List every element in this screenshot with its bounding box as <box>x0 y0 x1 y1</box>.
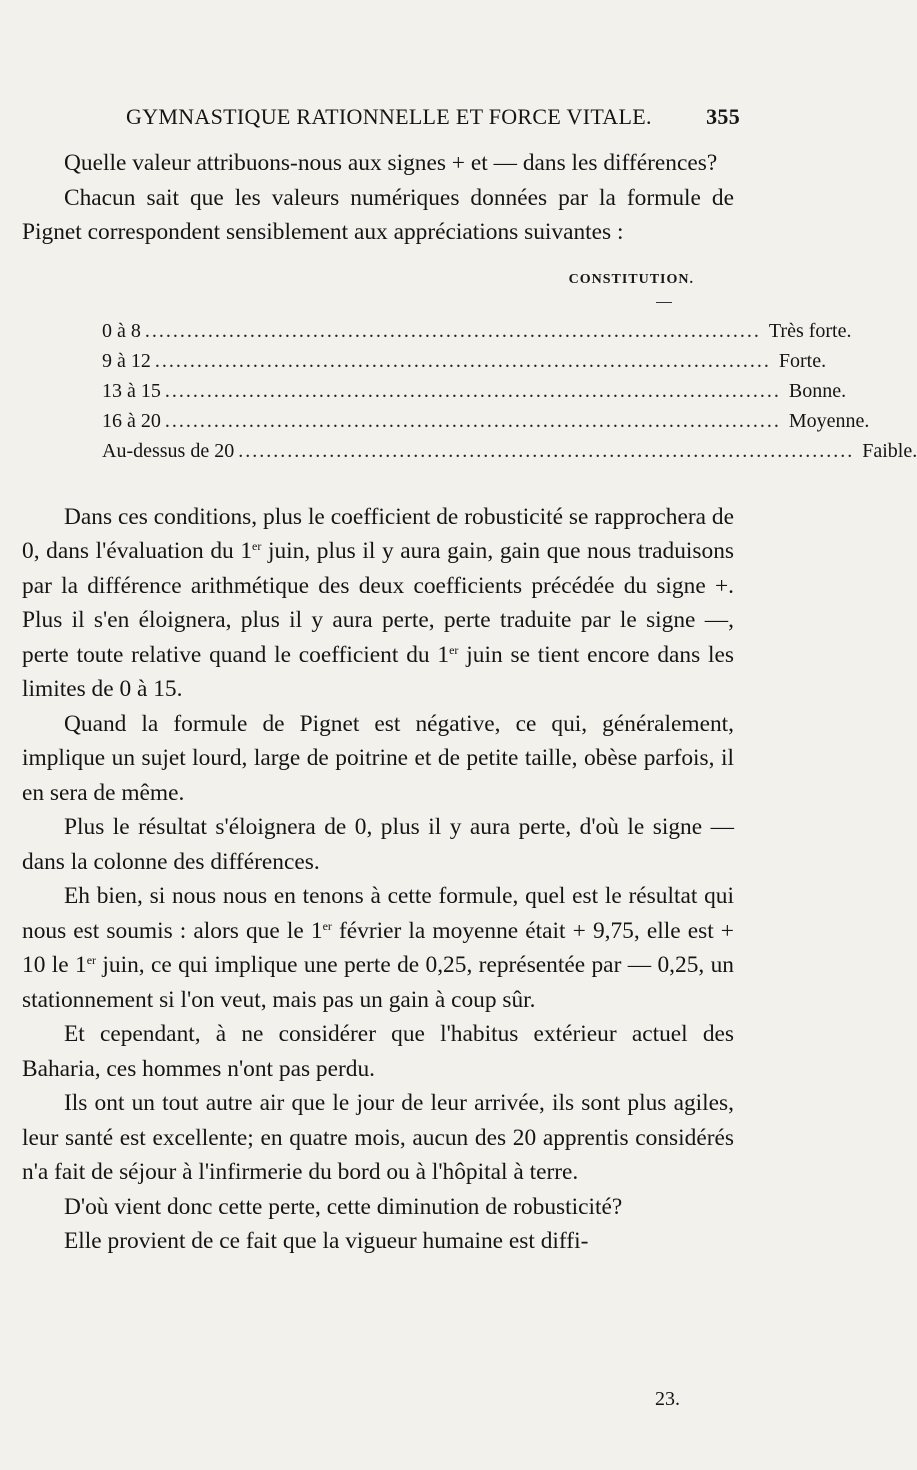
table-label: Bonne. <box>788 379 847 402</box>
superscript: er <box>322 918 332 933</box>
paragraph: Et cependant, à ne considérer que l'habitus extérieur actuel des Baharia, ces hommes n'ont pas perdu. <box>22 1021 734 1082</box>
superscript: er <box>86 953 97 967</box>
table-column-header: CONSTITUTION. <box>568 271 694 287</box>
table-row <box>102 409 870 440</box>
text-run: Dans ces conditions, plus le coefficient de robusticité se rapprochera de 0, dans l'évaluation du 1 <box>22 503 734 564</box>
table-range: 9 à 12 <box>102 349 151 372</box>
signature-mark: 23. <box>655 1388 680 1410</box>
table-row <box>102 349 827 380</box>
table-range: Au-dessus de 20 <box>102 439 235 462</box>
table-label: Moyenne. <box>788 409 870 432</box>
dot-leader: ........................................................................................ <box>238 439 855 462</box>
paragraph: D'où vient donc cette perte, cette diminution de robusticité? <box>64 1193 623 1220</box>
dot-leader: ........................................................................................ <box>164 409 781 432</box>
paragraph: Quand la formule de Pignet est négative, ce qui, généralement, implique un sujet lourd, large de poitrine et de petite taille, obèse parfois, il en sera de même. <box>22 710 734 806</box>
page-body <box>22 146 917 1259</box>
constitution-table <box>22 260 917 490</box>
text-run: juin se tient encore dans les limites de 0 à 15. <box>22 641 735 702</box>
paragraph: Elle provient de ce fait que la vigueur humaine est diffi- <box>64 1228 589 1254</box>
table-range: 0 à 8 <box>102 319 141 342</box>
dot-leader: ........................................................................................ <box>154 349 771 372</box>
superscript: er <box>449 642 459 657</box>
superscript: er <box>252 539 262 553</box>
paragraph: Quelle valeur attribuons-nous aux signes + et — dans les différences? <box>64 150 718 176</box>
running-title: GYMNASTIQUE RATIONNELLE ET FORCE VITALE. <box>126 104 652 129</box>
table-row <box>102 379 847 410</box>
table-label: Faible. <box>862 439 917 462</box>
paragraph: Chacun sait que les valeurs numériques données par la formule de Pignet correspondent sensiblement aux appréciations suivantes : <box>22 184 734 245</box>
text-run: juin, plus il y aura gain, gain que nous traduisons par la différence arithmétique des deux coefficients précédée du signe +. Plus il s'en éloignera, plus il y aura perte, perte traduite par le signe —, perte toute relative quand le coefficient du 1 <box>22 538 734 668</box>
table-row <box>102 439 917 470</box>
text-run: février la moyenne était + 9,75, elle est + 10 le 1 <box>22 917 734 978</box>
paragraph: Plus le résultat s'éloignera de 0, plus il y aura perte, d'où le signe — dans la colonne des différences. <box>22 814 734 875</box>
table-range: 16 à 20 <box>102 409 161 432</box>
table-range: 13 à 15 <box>102 379 161 402</box>
text-run: juin, ce qui implique une perte de 0,25, représentée par — 0,25, un stationnement si l'on veut, mais pas un gain à coup sûr. <box>22 952 734 1013</box>
page-number: 355 <box>706 104 740 129</box>
dot-leader: ........................................................................................ <box>164 379 781 402</box>
paragraph: Ils ont un tout autre air que le jour de leur arrivée, ils sont plus agiles, leur santé est excellente; en quatre mois, aucun des 20 apprentis considérés n'a fait de séjour à l'infirmerie du bord ou à l'hôpital à terre. <box>22 1090 734 1185</box>
header-rule <box>656 302 672 303</box>
table-label: Forte. <box>778 349 827 372</box>
dot-leader: ........................................................................................ <box>144 319 761 342</box>
paragraph <box>22 879 734 1017</box>
paragraph <box>22 500 734 707</box>
table-label: Très forte. <box>768 319 852 342</box>
text-run: Eh bien, si nous nous en tenons à cette formule, quel est le résultat qui nous est soumis : alors que le 1 <box>22 883 734 944</box>
table-row <box>102 319 852 350</box>
